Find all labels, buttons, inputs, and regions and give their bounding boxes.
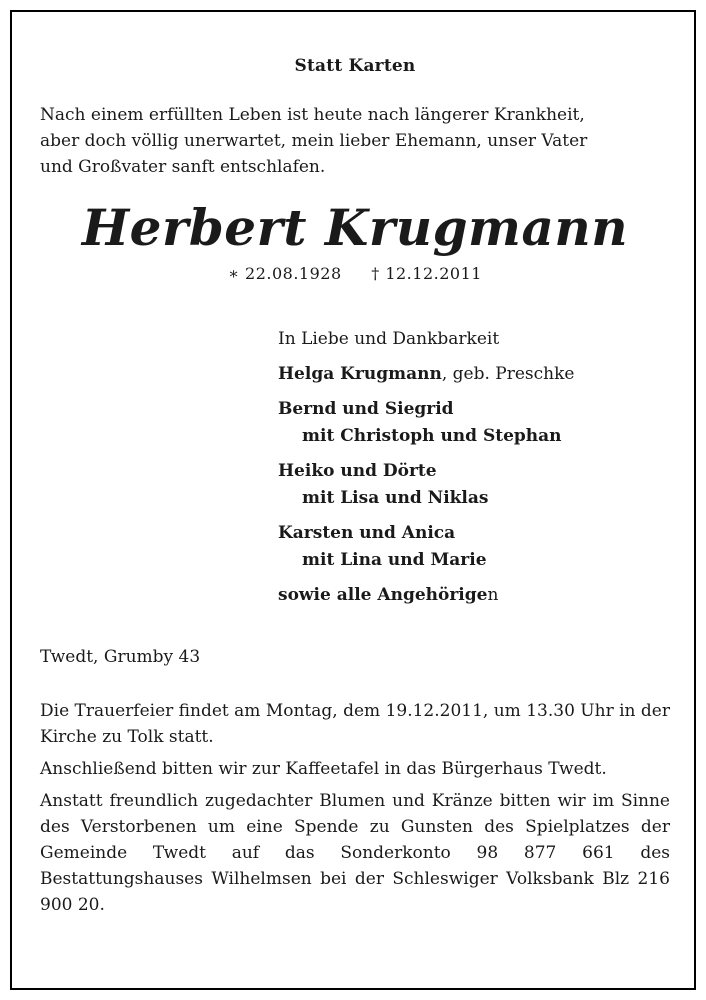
family-group	[278, 520, 678, 574]
dedication: In Liebe und Dankbarkeit	[278, 329, 500, 349]
notices	[40, 698, 670, 924]
location: Twedt, Grumby 43	[40, 647, 201, 667]
intro-line: Nach einem erfüllten Leben ist heute nach längerer Krankheit,	[40, 105, 585, 125]
deceased-name: Herbert Krugmann	[81, 198, 629, 257]
family-children: mit Lina und Marie	[302, 550, 487, 570]
family-parents: Heiko und Dörte	[278, 461, 437, 481]
widow-name: Helga Krugmann	[278, 364, 442, 384]
family-parents: Bernd und Siegrid	[278, 399, 454, 419]
obituary-frame	[10, 10, 696, 990]
intro-text	[40, 102, 676, 180]
family-children: mit Christoph und Stephan	[302, 426, 562, 446]
relatives-bold: sowie alle Angehörige	[278, 585, 488, 605]
intro-line: aber doch völlig unerwartet, mein lieber Ehemann, unser Vater	[40, 131, 588, 151]
birth-date: ∗ 22.08.1928	[228, 264, 342, 283]
funeral-notice: Die Trauerfeier findet am Montag, dem 19.12.2011, um 13.30 Uhr in der Kirche zu Tolk statt.	[40, 701, 670, 747]
family-group	[278, 458, 678, 512]
mourners-list	[278, 326, 678, 617]
widow	[278, 361, 678, 388]
family-group	[278, 396, 678, 450]
family-parents: Karsten und Anica	[278, 523, 456, 543]
reception-notice: Anschließend bitten wir zur Kaffeetafel in das Bürgerhaus Twedt.	[40, 759, 607, 779]
intro-line: und Großvater sanft entschlafen.	[40, 157, 326, 177]
relatives-tail: n	[487, 585, 499, 605]
donation-notice: Anstatt freundlich zugedachter Blumen und Kränze bitten wir im Sinne des Verstorbenen um eine Spende zu Gunsten des Spielplatzes der Gemeinde Twedt auf das Sonderkonto 98 877 661 des Bestattungshauses Wilhelmsen bei der Schleswiger Volksbank Blz 216 900 20.	[40, 791, 670, 915]
life-dates	[12, 264, 698, 283]
death-date: † 12.12.2011	[371, 264, 482, 283]
heading: Statt Karten	[294, 56, 416, 76]
relatives	[278, 582, 678, 609]
family-children: mit Lisa und Niklas	[302, 488, 489, 508]
widow-maiden-name: , geb. Preschke	[441, 364, 575, 384]
